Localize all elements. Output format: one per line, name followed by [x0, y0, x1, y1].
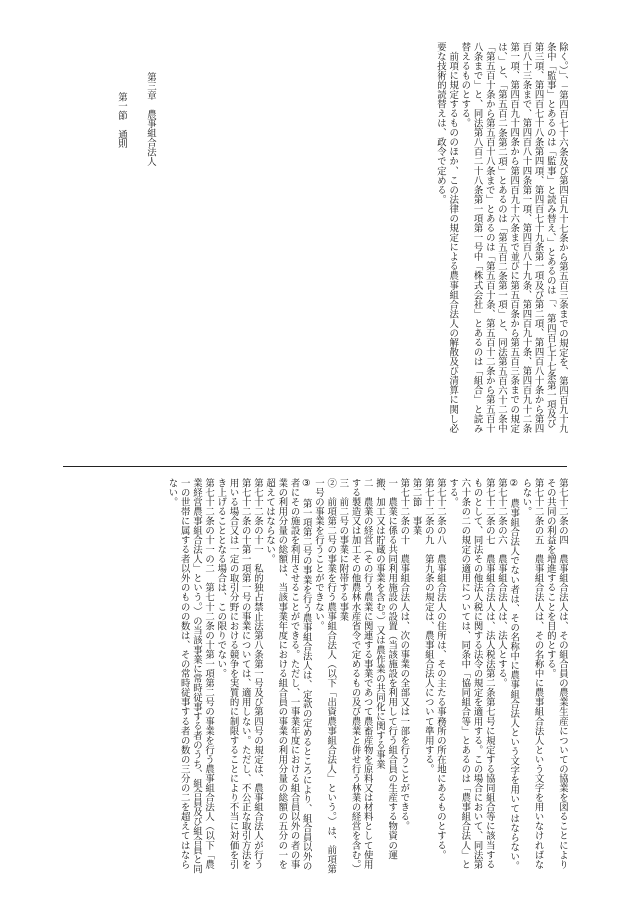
upper-body-text: 除く。）」、「第四百七十六条及び第四百九十七条から第五百三条までの規定を、第四百九十九条中「監事」とあるのは「監事」と読み替え、」とあるのは「、第四百七十七条第一項及び第三項、第四百七十八条第四項、第四百七十九条第一項及び第二項、第四百八十条から第四百八十三条まで、第四百八十四条第一項、第四百八十九条、第四百九十条、第四百九十二条第一項、第四百九十四条から第四百九十六条まで並びに第五百条から第五百三条までの規定は、」と、「第五百二条第二項」とあるのは「第五百二条第一項」と、同法第五百六十二条中「第五百十条から第五百十八条まで」とあるのは「第五百十条、第五百十二条から第五百十八条まで」と、同法第八百二十八条第一項第一号中「株式会社」とあるのは「組合」と読み替えるものとする。 前項に規定するもののほか、この法律の規定による農事組合法人の解散及び清算に関し必要な技術的読替えは、政令で定める。 [434, 42, 568, 434]
section-heading: 第一節 通則 [116, 92, 127, 149]
lower-body-text: 第七十二条の四 農事組合法人は、その組合員の農業生産についての協業を図ることによりその共同の利益を増進することを目的とする。 第七十二条の五 農事組合法人は、その名称中に農事組合法人という文字を用いなければならない。 ② 農事組合法人でない者は、その名称中に農事組合法人という文字を用いてはならない。 第七十二条の六 農事組合法人は、法人とする。 第七十二条の七 農事組合法人は、法人税法第二条第七号に規定する協同組合等に該当するものとして、同法その他法人税に関する法令の規定を適用する。この場合において、同法第六十条の二の規定の適用については、同条中「協同組合等」とあるのは「農事組合法人」とする。 第七十二条の八 農事組合法人の住所は、その主たる事務所の所在地にあるものとする。 第七十二条の九 第九条の規定は、農事組合法人について準用する。 第二節 事業 第七十二条の十 農事組合法人は、次の事業の全部又は一部を行うことができる。 一 農業に係る共同利用施設の設置（当該施設を利用して行う組合員の生産する物資の運搬、加工又は貯蔵の事業を含む。）又は農作業の共同化に関する事業 二 農業の経営（その行う農業に関連する事業であつて農畜産物を原料又は材料として使用する製造又は加工その他農林水産省令で定めるもの及び農業と併せ行う林業の経営を含む。） 三 前二号の事業に附帯する事業 ② 前項第二号の事業を行う農事組合法人（以下「出資農事組合法人」という。）は、前項第一号の事業を行うことができない。 ③ 第一項第二号の事業を行う農事組合法人は、定款の定めるところにより、組合員以外の者にその施設を利用させることができる。ただし、一事業年度における組合員以外の者の事業の利用分量の総額は、当該事業年度における組合員の事業の利用分量の総額の五分の一を超えてはならない。 第七十二条の十一 私的独占禁止法第八条第一号及び第四号の規定は、農事組合法人が行う第七十二条の十第一項第一号の事業については、適用しない。ただし、不公正な取引方法を用いる場合又は一定の取引分野における競争を実質的に制限することにより不当に対価を引き上げることとなる場合は、この限りでない。 第七十二条の十一の二 第七十二条の十第一項第二号の事業を行う農事組合法人（以下「農業経営農事組合法人」という。）の当該事業に常時従事する者のうち、組合員及び組合員と同一の世帯に属する者以外のものの数は、その常時従事する者の数の三分の二を超えてはならない。 [166, 478, 568, 874]
chapter-heading: 第三章 農事組合法人 [145, 72, 156, 166]
page-divider [63, 466, 567, 467]
